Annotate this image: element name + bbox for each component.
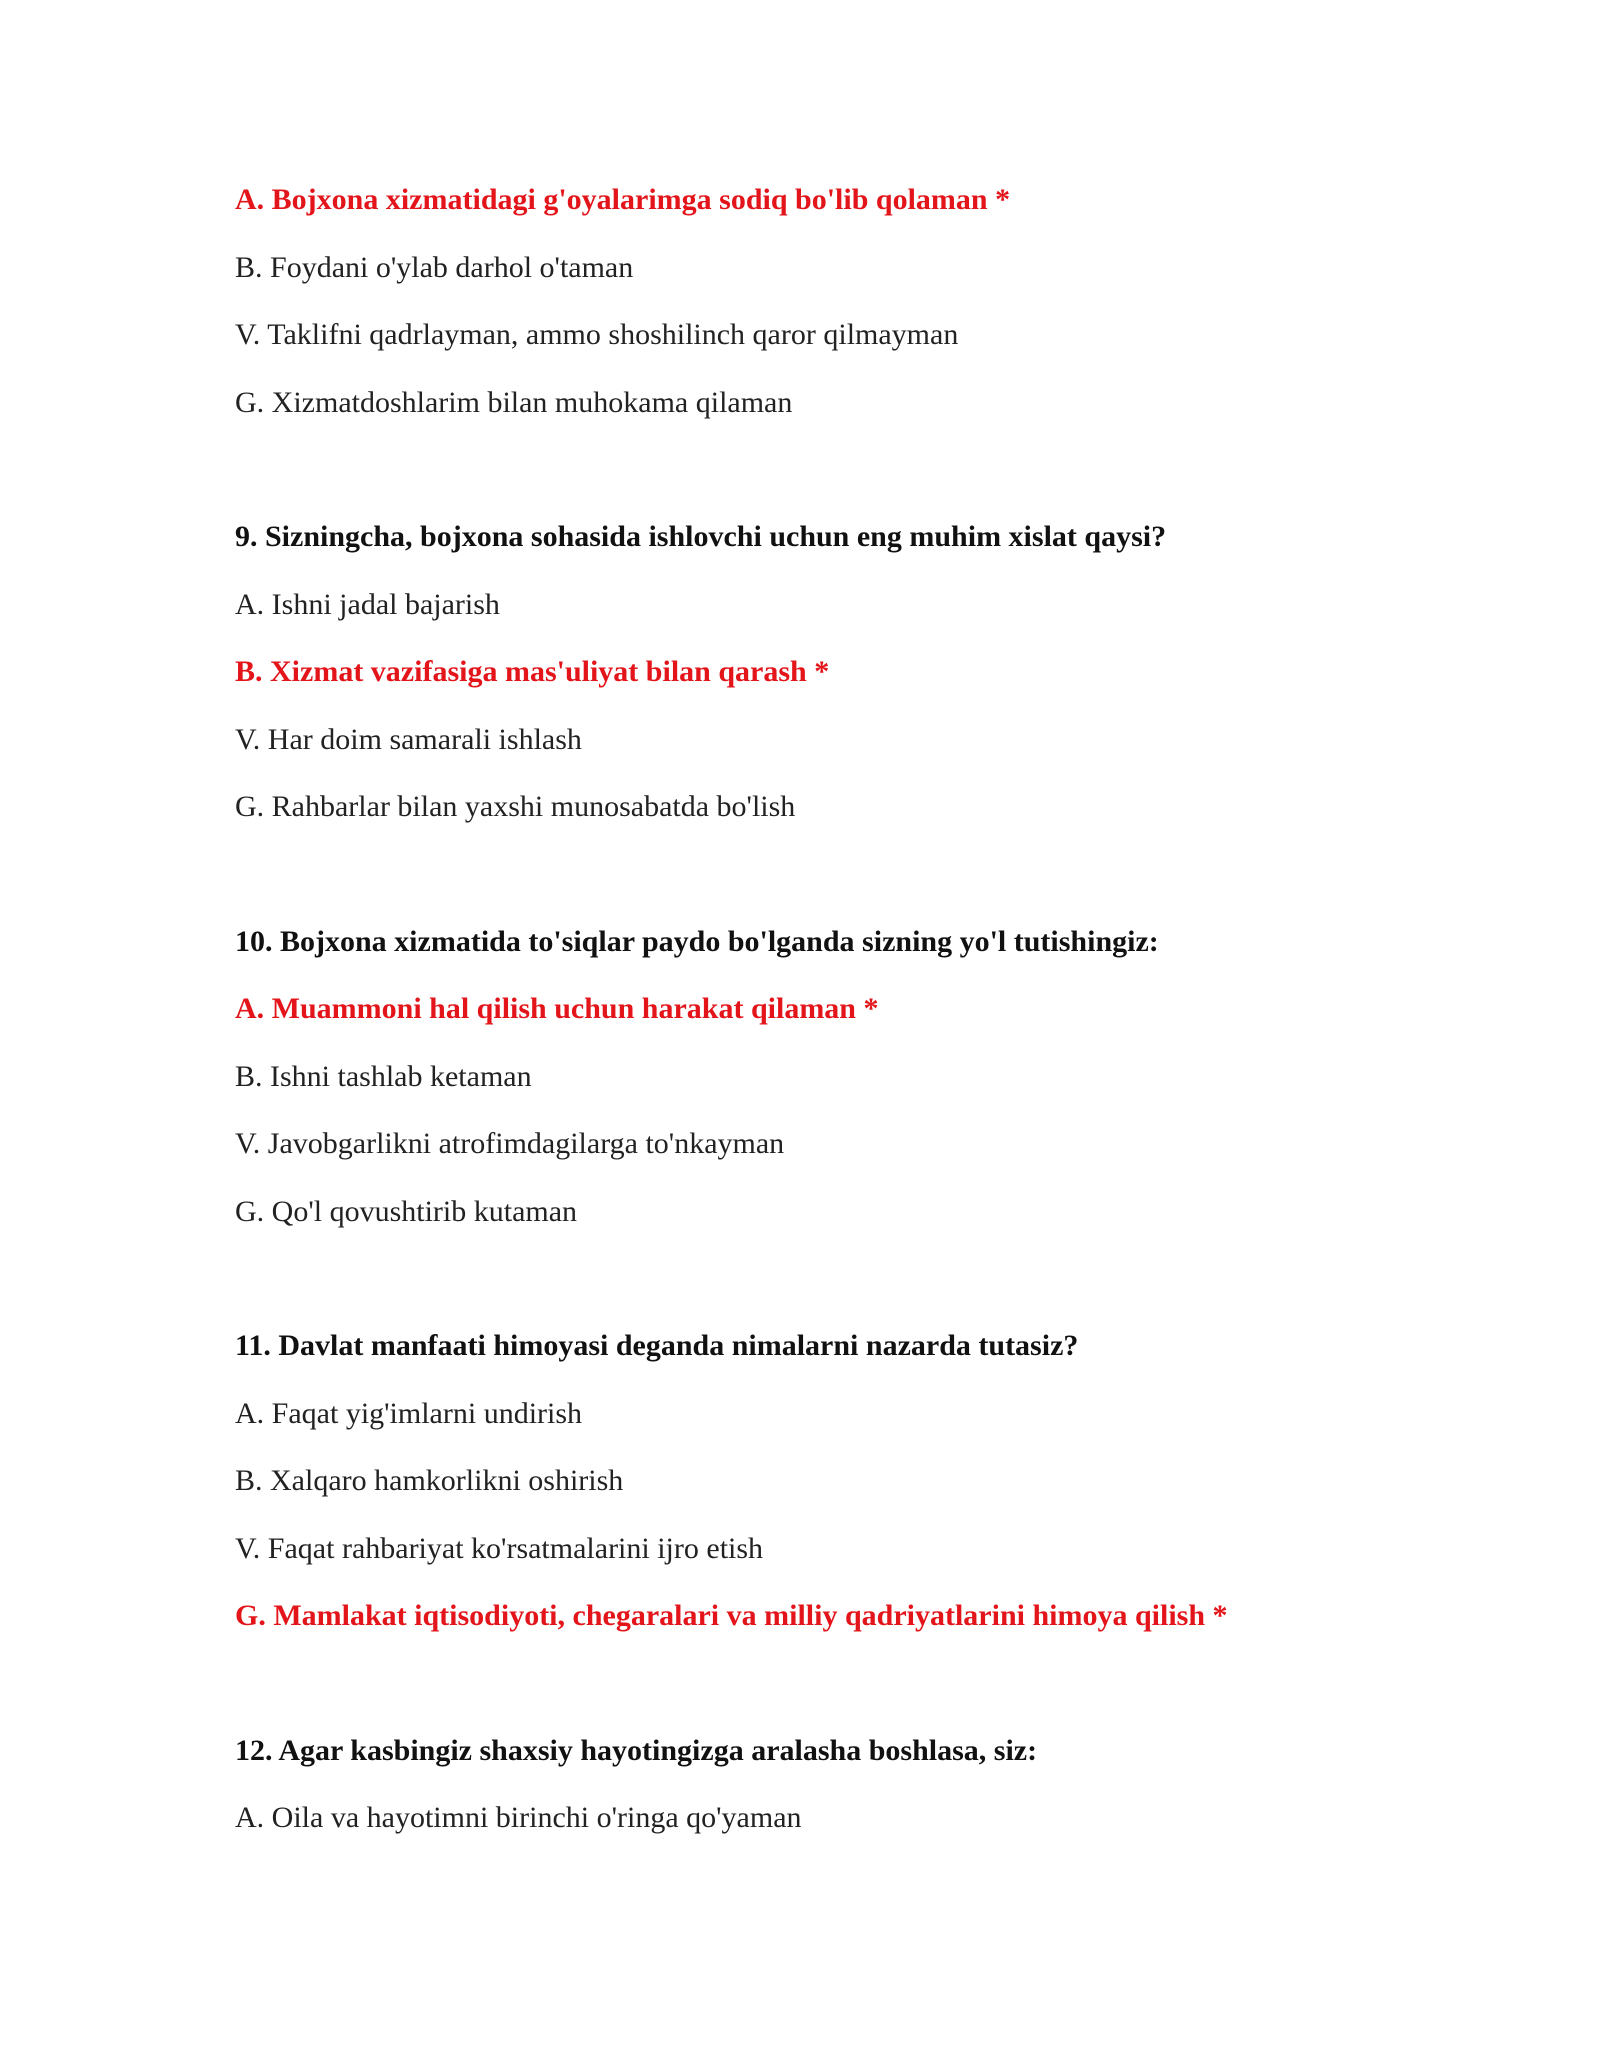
answer-option-correct: A. Bojxona xizmatidagi g'oyalarimga sodiq bo'lib qolaman *: [235, 183, 1011, 216]
spacer: [235, 1664, 1435, 1731]
question-11: 11. Davlat manfaati himoyasi deganda nimalarni nazarda tutasiz?: [235, 1329, 1079, 1362]
spacer: [235, 855, 1435, 922]
question-10: 10. Bojxona xizmatida to'siqlar paydo bo'lganda sizning yo'l tutishingiz:: [235, 924, 1159, 958]
answer-option: V. Javobgarlikni atrofimdagilarga to'nkayman: [235, 1127, 785, 1160]
answer-option: B. Xalqaro hamkorlikni oshirish: [235, 1464, 624, 1497]
spacer: [235, 1259, 1435, 1326]
quiz-content: [235, 180, 1435, 1866]
question-9: 9. Sizningcha, bojxona sohasida ishlovchi uchun eng muhim xislat qaysi?: [235, 520, 1167, 553]
answer-option: G. Qo'l qovushtirib kutaman: [235, 1194, 578, 1228]
answer-option: B. Ishni tashlab ketaman: [235, 1059, 532, 1093]
answer-option-correct: A. Muammoni hal qilish uchun harakat qilaman *: [235, 992, 879, 1025]
answer-option-correct: B. Xizmat vazifasiga mas'uliyat bilan qarash *: [235, 655, 830, 688]
answer-option: A. Ishni jadal bajarish: [235, 587, 500, 621]
answer-option: G. Rahbarlar bilan yaxshi munosabatda bo'lish: [235, 790, 796, 823]
answer-option: A. Faqat yig'imlarni undirish: [235, 1396, 583, 1430]
answer-option: B. Foydani o'ylab darhol o'taman: [235, 250, 634, 284]
answer-option-correct: G. Mamlakat iqtisodiyoti, chegaralari va milliy qadriyatlarini himoya qilish *: [235, 1599, 1228, 1632]
question-12: 12. Agar kasbingiz shaxsiy hayotingizga aralasha boshlasa, siz:: [235, 1733, 1038, 1767]
answer-option: V. Faqat rahbariyat ko'rsatmalarini ijro etish: [235, 1531, 764, 1565]
answer-option: A. Oila va hayotimni birinchi o'ringa qo'yaman: [235, 1801, 802, 1834]
spacer: [235, 450, 1435, 517]
answer-option: G. Xizmatdoshlarim bilan muhokama qilaman: [235, 385, 793, 419]
answer-option: V. Taklifni qadrlayman, ammo shoshilinch qaror qilmayman: [235, 318, 959, 351]
answer-option: V. Har doim samarali ishlash: [235, 722, 582, 756]
